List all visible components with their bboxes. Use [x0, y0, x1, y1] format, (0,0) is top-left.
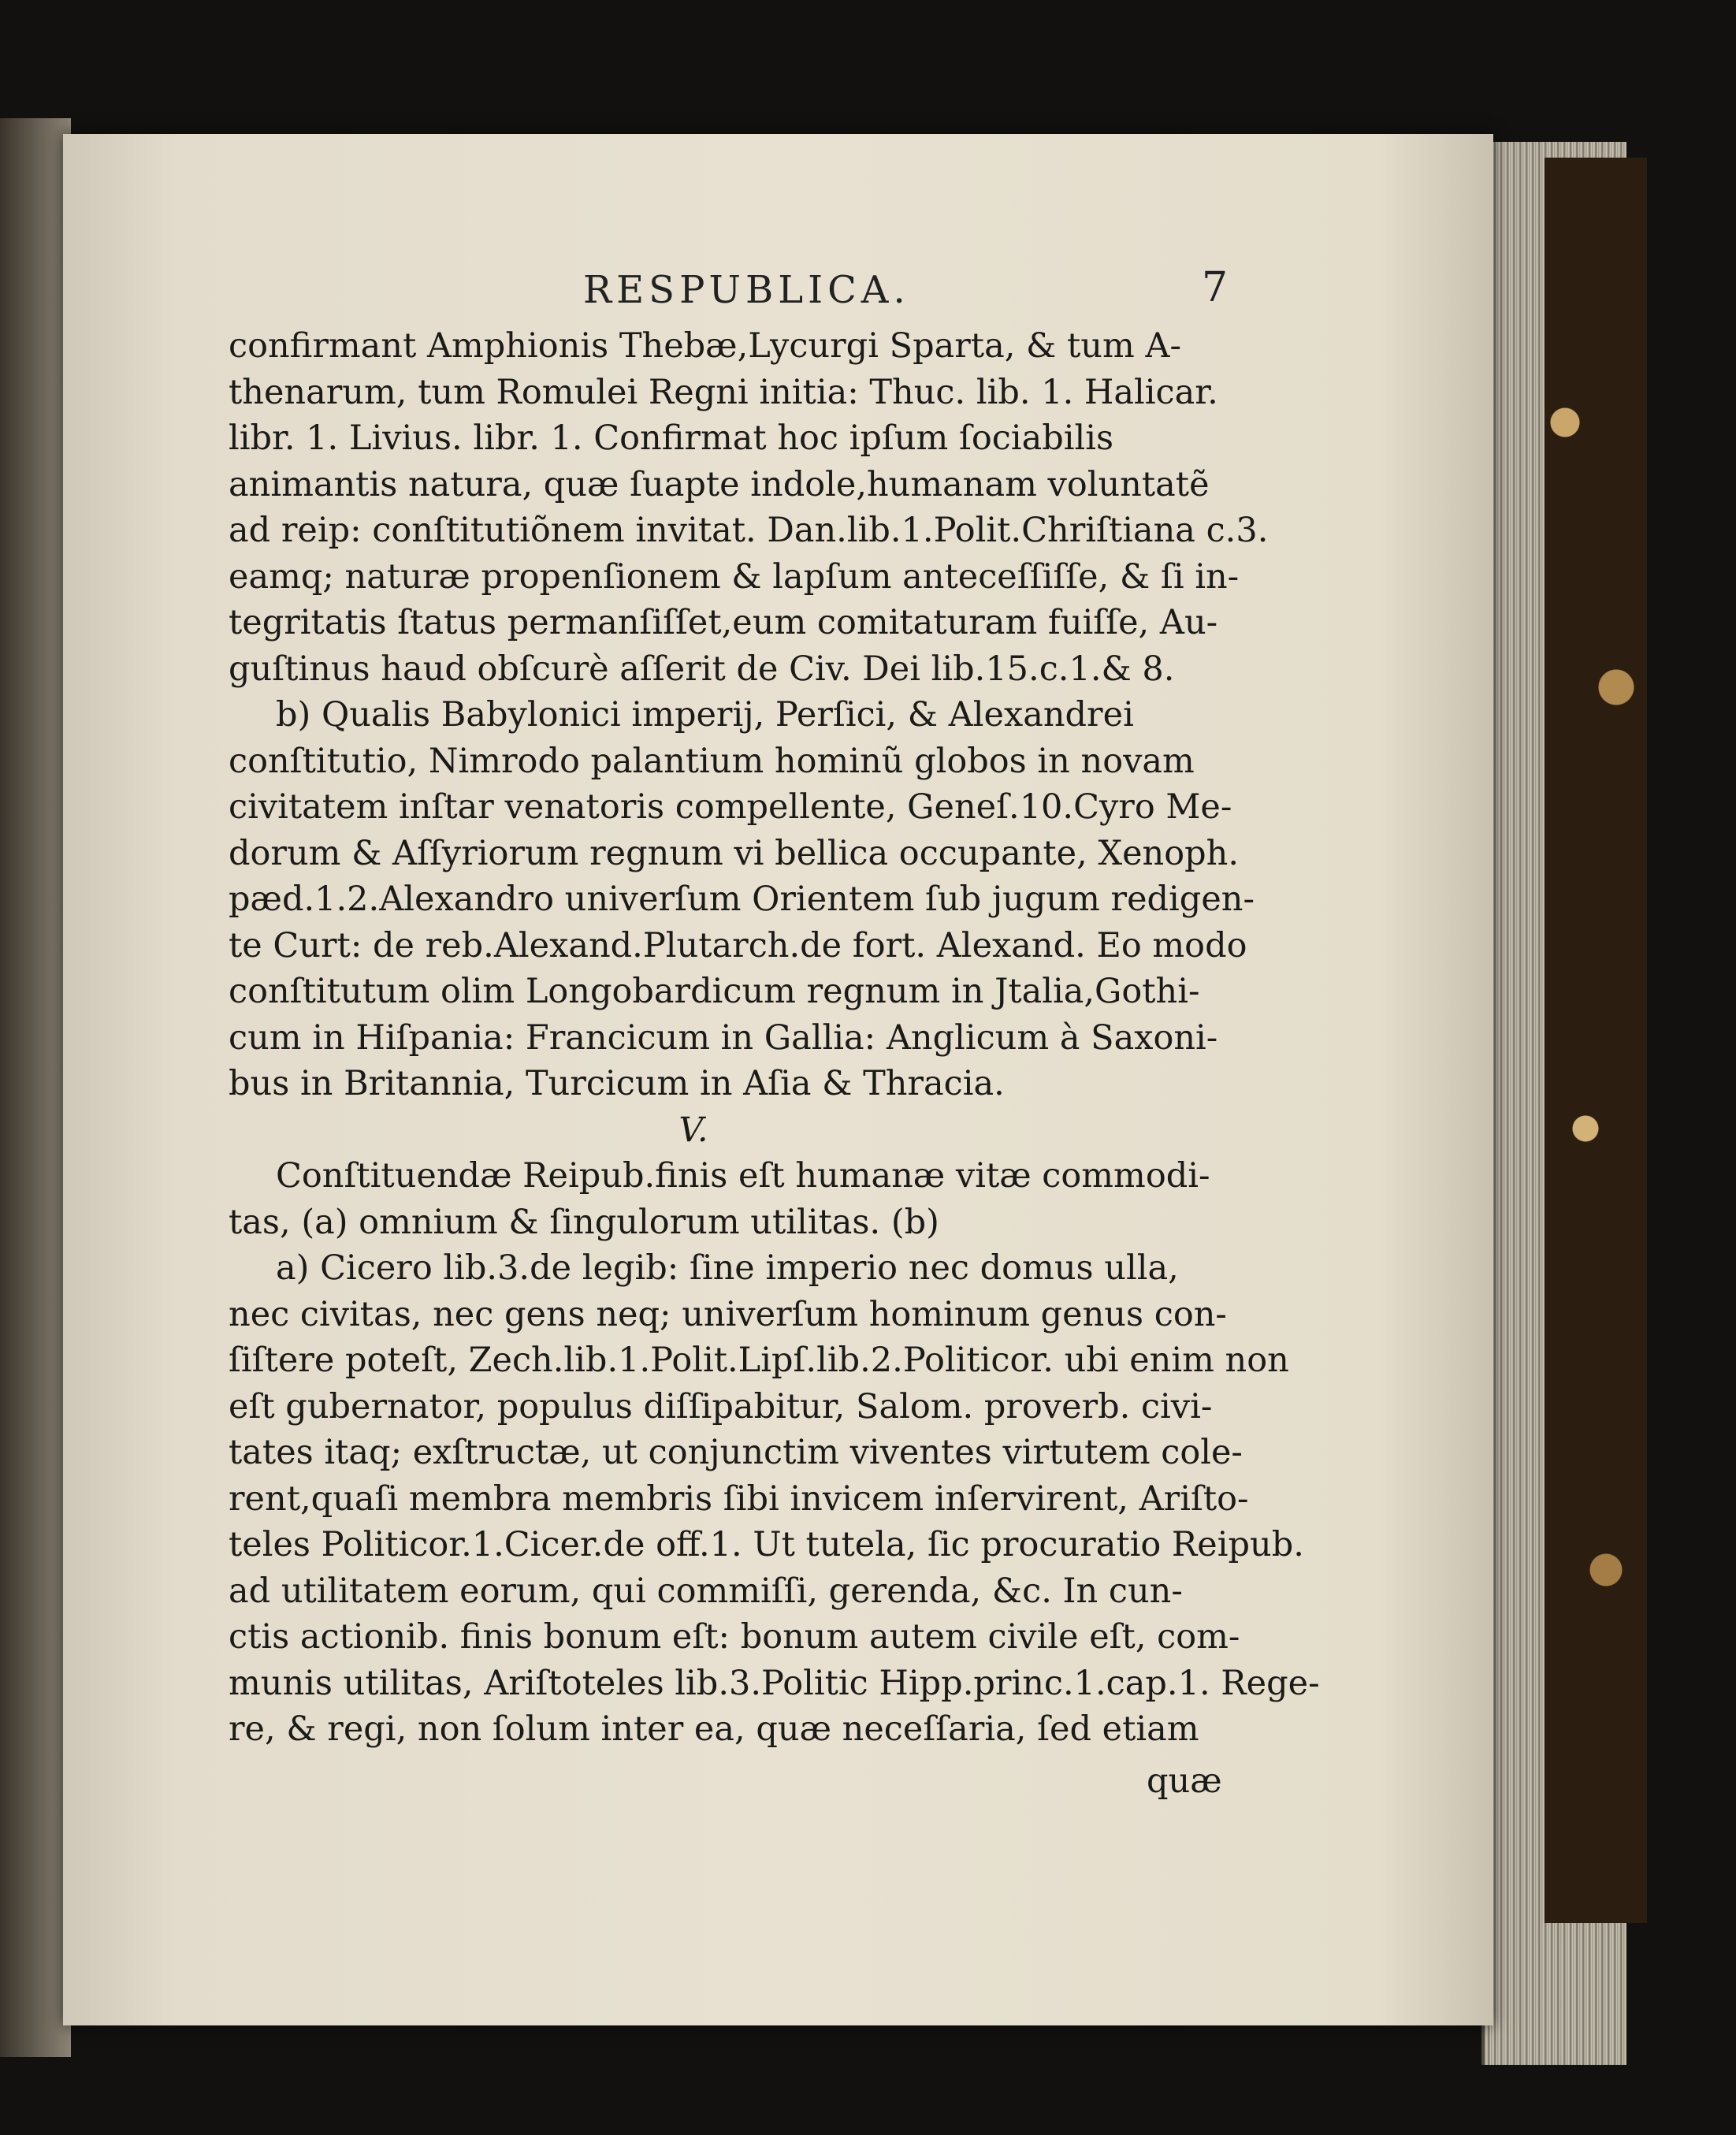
text-line: rent,quaſi membra membris ſibi invicem inſervirent, Ariſto-	[229, 1479, 1249, 1519]
text-line: conſtitutum olim Longobardicum regnum in Jtalia,Gothi-	[229, 972, 1200, 1011]
text-line: conſtitutio, Nimrodo palantium hominũ globos in novam	[229, 741, 1195, 781]
text-line: dorum & Aſſyriorum regnum vi bellica occupante, Xenoph.	[229, 833, 1240, 873]
left-page-edge	[0, 118, 71, 2057]
running-title: RESPUBLICA.	[583, 268, 910, 312]
text-line: te Curt: de reb.Alexand.Plutarch.de fort. Alexand. Eo modo	[229, 925, 1247, 965]
text-line: eamq; naturæ propenſionem & lapſum anteceſſiſſe, & ſi in-	[229, 556, 1240, 597]
text-line: tegritatis ſtatus permanſiſſet,eum comitaturam fuiſſe, Au-	[229, 603, 1218, 642]
text-line: b) Qualis Babylonici imperij, Perſici, & Alexandrei	[276, 695, 1134, 735]
text-line: tas, (a) omnium & ſingulorum utilitas. (b)	[229, 1202, 939, 1242]
text-line: animantis natura, quæ ſuapte indole,humanam voluntatẽ	[229, 464, 1210, 504]
text-line: pæd.1.2.Alexandro univerſum Orientem ſub jugum redigen-	[229, 880, 1255, 919]
text-line: guſtinus haud obſcurè aſſerit de Civ. Dei lib.15.c.1.& 8.	[229, 649, 1175, 689]
text-line: Conſtituendæ Reipub.finis eſt humanæ vitæ commodi-	[276, 1156, 1210, 1196]
text-line: ctis actionib. finis bonum eſt: bonum autem civile eſt, com-	[229, 1617, 1240, 1657]
page-number: 7	[1202, 264, 1229, 311]
text-line: teles Politicor.1.Cicer.de off.1. Ut tutela, ſic procuratio Reipub.	[229, 1525, 1304, 1564]
catchword: quæ	[1147, 1761, 1222, 1801]
text-line: eſt gubernator, populus diſſipabitur, Salom. proverb. civi-	[229, 1386, 1213, 1426]
text-line: libr. 1. Livius. libr. 1. Confirmat hoc ipſum ſociabilis	[229, 418, 1114, 458]
text-line: cum in Hiſpania: Francicum in Gallia: Anglicum à Saxoni-	[229, 1017, 1218, 1058]
text-line: thenarum, tum Romulei Regni initia: Thuc. lib. 1. Halicar.	[229, 372, 1218, 412]
text-line: nec civitas, nec gens neq; univerſum hominum genus con-	[229, 1294, 1227, 1334]
text-line: a) Cicero lib.3.de legib: ſine imperio nec domus ulla,	[276, 1248, 1179, 1288]
text-line: confirmant Amphionis Thebæ,Lycurgi Sparta, & tum A-	[229, 326, 1181, 366]
text-line: re, & regi, non ſolum inter ea, quæ neceſſaria, ſed etiam	[229, 1709, 1199, 1749]
text-line: munis utilitas, Ariſtoteles lib.3.Politic Hipp.princ.1.cap.1. Rege-	[229, 1663, 1320, 1703]
text-line: bus in Britannia, Turcicum in Aſia & Thracia.	[229, 1064, 1005, 1103]
marbled-cover	[1545, 158, 1647, 1923]
body-text	[229, 323, 1320, 1753]
section-heading: V.	[678, 1110, 708, 1150]
text-line: ad utilitatem eorum, qui commiſſi, gerenda, &c. In cun-	[229, 1571, 1183, 1611]
text-line: civitatem inſtar venatoris compellente, Geneſ.10.Cyro Me-	[229, 787, 1232, 827]
text-line: ad reip: conſtitutiõnem invitat. Dan.lib.1.Polit.Chriſtiana c.3.	[229, 511, 1269, 550]
text-line: tates itaq; exſtructæ, ut conjunctim viventes virtutem cole-	[229, 1433, 1243, 1472]
text-line: ſiſtere poteſt, Zech.lib.1.Polit.Lipſ.lib.2.Politicor. ubi enim non	[229, 1341, 1289, 1380]
